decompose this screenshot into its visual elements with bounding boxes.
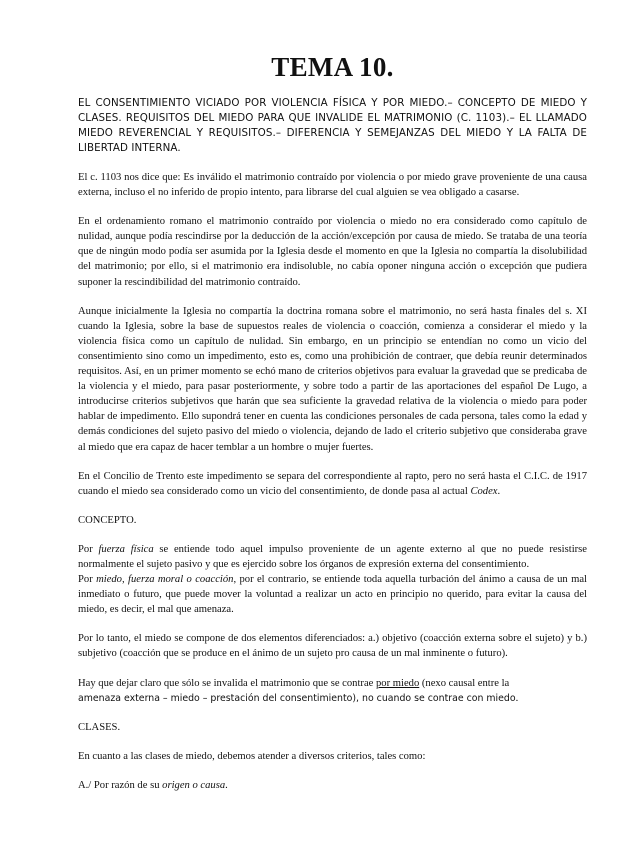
miedo-term: miedo, fuerza moral o coacción bbox=[96, 574, 234, 586]
origen-italic: origen o causa bbox=[162, 779, 226, 791]
paragraph-miedo-def bbox=[78, 572, 587, 617]
miedo-pre: Por bbox=[78, 574, 97, 586]
paragraph-roman-law: En el ordenamiento romano el matrimonio contraído por violencia o miedo no era considerado como capítulo de nulidad, aunque podía rescindirse por la deducción de la acción/excepción por causa de miedo. Se trataba de una teoría que de ningún modo podía ser asumida por la Iglesia desde el momento en que la Iglesia no compartía la disolubilidad del matrimonio; por ello, si el matrimonio era indisoluble, no cabía oponer ninguna acción o excepción que pudiera suponer la rescindibilidad del matrimonio contraído. bbox=[78, 216, 587, 288]
nexo-sans-text: amenaza externa – miedo – prestación del consentimiento), no cuando se contrae con miedo bbox=[78, 692, 516, 704]
section-heading-clases: CLASES. bbox=[78, 721, 121, 733]
trento-text: En el Concilio de Trento este impedimento se separa del correspondiente al rapto, pero no será hasta el C.I.C. de 1917 cuando el miedo sea considerado como un vicio del consentimiento, de donde pasa al actual bbox=[78, 470, 587, 497]
nexo-mid: (nexo causal entre la bbox=[419, 677, 510, 689]
fuerza-def: se entiende todo aquel impulso proveniente de un agente externo al que no puede resistirse normalmente el sujeto pasivo y que es ejercido sobre los órganos de expresión externa del consentimiento. bbox=[78, 543, 587, 570]
miedo-def-text: , por el contrario, se entiende toda aquella turbación del ánimo a causa de un mal inmediato o futuro, que puede mover la voluntad a realizar un acto en principio no querido, para evitar la causa del miedo, es decir, el mal que amenaza. bbox=[78, 574, 587, 616]
trento-end: . bbox=[497, 485, 501, 497]
section-heading-concepto: CONCEPTO. bbox=[78, 514, 137, 526]
codex-italic: Codex bbox=[470, 485, 498, 497]
fuerza-fisica-term: fuerza física bbox=[98, 543, 154, 555]
paragraph-elementos: Por lo tanto, el miedo se compone de dos elementos diferenciados: a.) objetivo (coacción externa sobre el sujeto) y b.) subjetivo (coacción que se produce en el ánimo de un sujeto pro causa de un mal inminente o futuro). bbox=[78, 633, 587, 660]
paragraph-church-history: Aunque inicialmente la Iglesia no compartía la doctrina romana sobre el matrimonio, no será hasta finales del s. XI cuando la Iglesia, sobre la base de supuestos reales de violencia o coacción, comienza a considerar el miedo y la violencia física como un capítulo de nulidad. Sin embargo, en un principio se entendían no como un vicio del consentimiento sino como un impedimento, esto es, como una prohibición de contraer, que debía reunir determinados requisitos. Así, en un primer momento se echó mano de criterios objetivos para evaluar la gravedad que se predicaba de la violencia y el miedo, para pasar posteriormente, y sobre todo a partir de las aportaciones del español De Lugo, a introducirse criterios subjetivos que harán que sea suficiente la gravedad relativa de la violencia o miedo para poder hablar de impedimento. Ello supondrá tener en cuenta las condiciones personales de cada persona, tales como la edad y demás condiciones del sujeto pasivo del miedo o violencia, dejando de lado el criterio subjetivo que consideraba grave al miedo que era capaz de hacer temblar a un hombre o mujer fuertes. bbox=[78, 305, 587, 453]
paragraph-trento bbox=[78, 469, 587, 499]
paragraph-nexo-causal bbox=[78, 676, 587, 706]
fuerza-pre: Por bbox=[78, 543, 99, 555]
list-item-origen bbox=[78, 778, 587, 793]
por-miedo-underlined: por miedo bbox=[376, 677, 420, 689]
origen-end: . bbox=[225, 779, 228, 791]
origen-pre: A./ Por razón de su bbox=[78, 779, 163, 791]
page-title: TEMA 10. bbox=[271, 52, 394, 82]
paragraph-fuerza-fisica bbox=[78, 542, 587, 572]
paragraph-criterios: En cuanto a las clases de miedo, debemos atender a diversos criterios, tales como: bbox=[78, 750, 426, 762]
nexo-end: . bbox=[515, 692, 519, 704]
nexo-pre: Hay que dejar claro que sólo se invalida el matrimonio que se contrae bbox=[78, 677, 376, 689]
topic-heading: EL CONSENTIMIENTO VICIADO POR VIOLENCIA FÍSICA Y POR MIEDO.– CONCEPTO DE MIEDO Y CLASES. REQUISITOS DEL MIEDO PARA QUE INVALIDE EL MATRIMONIO (C. 1103).– EL LLAMADO MIEDO REVERENCIAL Y REQUISITOS.– DIFERENCIA Y SEMEJANZAS DEL MIEDO Y LA FALTA DE LIBERTAD INTERNA. bbox=[78, 97, 587, 154]
paragraph-canon-1103: El c. 1103 nos dice que: Es inválido el matrimonio contraído por violencia o por miedo grave proveniente de una causa externa, incluso el no inferido de propio intento, para librarse del cual alguien se vea obligado a casarse. bbox=[78, 172, 587, 199]
